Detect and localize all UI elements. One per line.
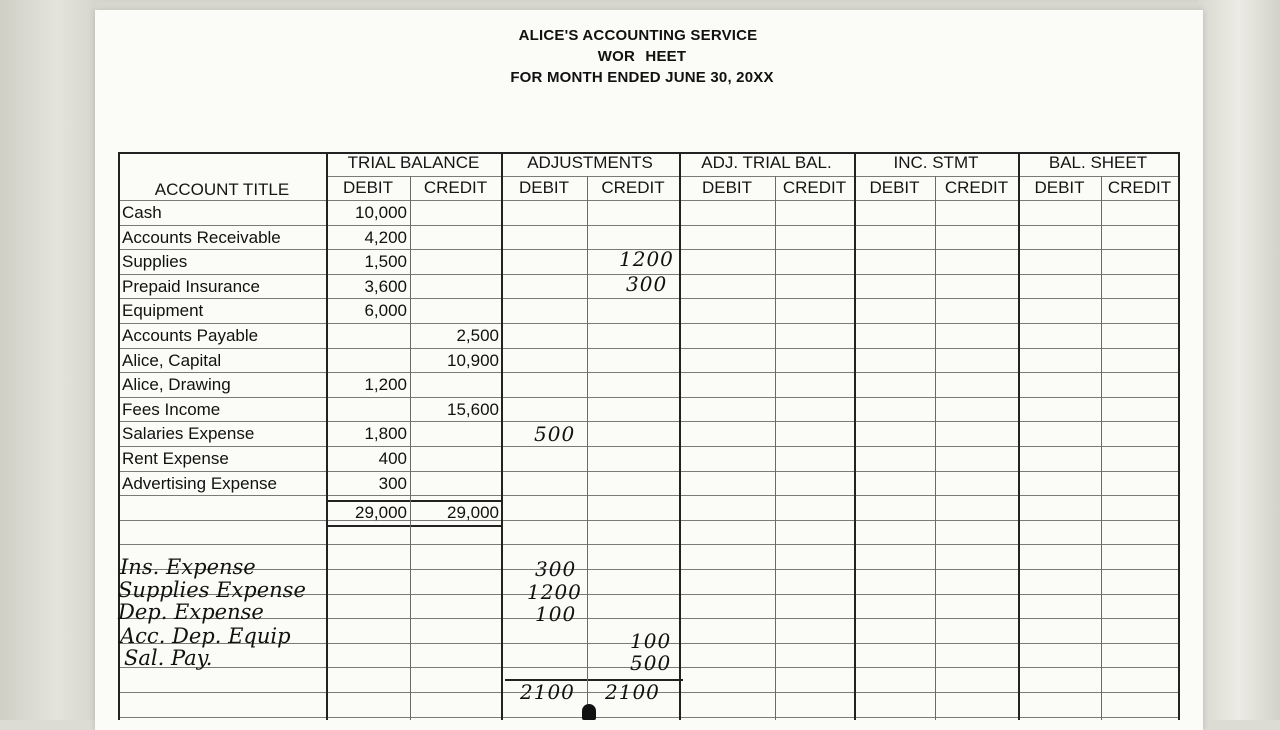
account-title: Advertising Expense <box>122 474 277 493</box>
inc-stmt-header: INC. STMT <box>893 153 979 172</box>
debit-column-header: DEBIT <box>1034 178 1085 197</box>
tb-debit-amount: 300 <box>378 474 407 493</box>
tb-total-top-line <box>326 500 501 502</box>
grid-column-line <box>854 152 856 720</box>
tb-total-bottom-line <box>326 525 501 527</box>
account-title: Cash <box>122 203 162 222</box>
trial-balance-header: TRIAL BALANCE <box>347 153 480 172</box>
tb-debit-amount: 1,200 <box>364 375 407 394</box>
company-name: ALICE'S ACCOUNTING SERVICE <box>518 27 758 44</box>
tb-debit-amount: 400 <box>378 449 407 468</box>
adj-debit-amount: 300 <box>535 557 577 581</box>
credit-column-header: CREDIT <box>601 178 665 197</box>
header-divider <box>326 176 1178 177</box>
tb-total-debit: 29,000 <box>355 503 407 522</box>
grid-column-line <box>501 152 503 720</box>
account-title: Salaries Expense <box>122 424 255 443</box>
adj-total-credit: 2100 <box>605 680 660 704</box>
adj-debit-amount: 1200 <box>527 580 582 604</box>
tb-debit-amount: 1,800 <box>364 424 407 443</box>
debit-column-header: DEBIT <box>869 178 920 197</box>
adj-credit-amount: 500 <box>630 651 672 675</box>
adj-credit-amount: 100 <box>630 629 672 653</box>
account-title: Supplies <box>122 252 188 271</box>
handwritten-account-title: Dep. Expense <box>118 600 264 624</box>
grid-column-line <box>1018 152 1020 720</box>
pen-tip <box>582 704 596 720</box>
adjustments-header: ADJUSTMENTS <box>527 153 653 172</box>
tb-debit-amount: 10,000 <box>355 203 407 222</box>
account-title: Equipment <box>122 301 204 320</box>
handwritten-account-title: Acc. Dep. Equip <box>120 624 291 648</box>
tb-total-credit: 29,000 <box>447 503 499 522</box>
adj-trial-bal-header: ADJ. TRIAL BAL. <box>701 153 832 172</box>
debit-column-header: DEBIT <box>342 178 394 197</box>
adj-debit-amount: 100 <box>535 602 577 626</box>
credit-column-header: CREDIT <box>1107 178 1172 197</box>
period-title: FOR MONTH ENDED JUNE 30, 20XX <box>510 69 774 86</box>
credit-column-header: CREDIT <box>944 178 1009 197</box>
debit-column-header: DEBIT <box>518 178 570 197</box>
account-title: Alice, Capital <box>122 351 222 370</box>
handwritten-account-title: Supplies Expense <box>118 578 306 602</box>
tb-credit-amount: 2,500 <box>456 326 499 345</box>
account-title-header: ACCOUNT TITLE <box>154 180 290 199</box>
tb-debit-amount: 4,200 <box>364 228 407 247</box>
tb-debit-amount: 1,500 <box>364 252 407 271</box>
handwritten-account-title: Ins. Expense <box>120 555 256 579</box>
grid-column-line <box>935 176 936 720</box>
account-title: Prepaid Insurance <box>122 277 260 296</box>
account-title: Accounts Receivable <box>122 228 281 247</box>
grid-column-line <box>1178 152 1180 720</box>
tb-debit-amount: 3,600 <box>364 277 407 296</box>
debit-column-header: DEBIT <box>701 178 753 197</box>
grid-column-line <box>775 176 776 720</box>
adj-debit-amount: 500 <box>534 422 576 446</box>
adj-credit-amount: 1200 <box>619 247 674 271</box>
tb-debit-amount: 6,000 <box>364 301 407 320</box>
account-title: Rent Expense <box>122 449 229 468</box>
grid-column-line <box>410 176 411 720</box>
tb-credit-amount: 15,600 <box>447 400 499 419</box>
credit-column-header: CREDIT <box>423 178 488 197</box>
grid-column-line <box>679 152 681 720</box>
grid-column-line <box>1101 176 1102 720</box>
bal-sheet-header: BAL. SHEET <box>1048 153 1148 172</box>
account-title: Alice, Drawing <box>122 375 231 394</box>
adj-total-debit: 2100 <box>520 680 575 704</box>
credit-column-header: CREDIT <box>782 178 847 197</box>
grid-column-line <box>587 176 588 720</box>
account-title: Fees Income <box>122 400 221 419</box>
worksheet-title: WOR HEET <box>597 48 687 65</box>
account-title: Accounts Payable <box>122 326 259 345</box>
tb-credit-amount: 10,900 <box>447 351 499 370</box>
adj-credit-amount: 300 <box>626 272 668 296</box>
handwritten-account-title: Sal. Pay. <box>124 646 213 670</box>
